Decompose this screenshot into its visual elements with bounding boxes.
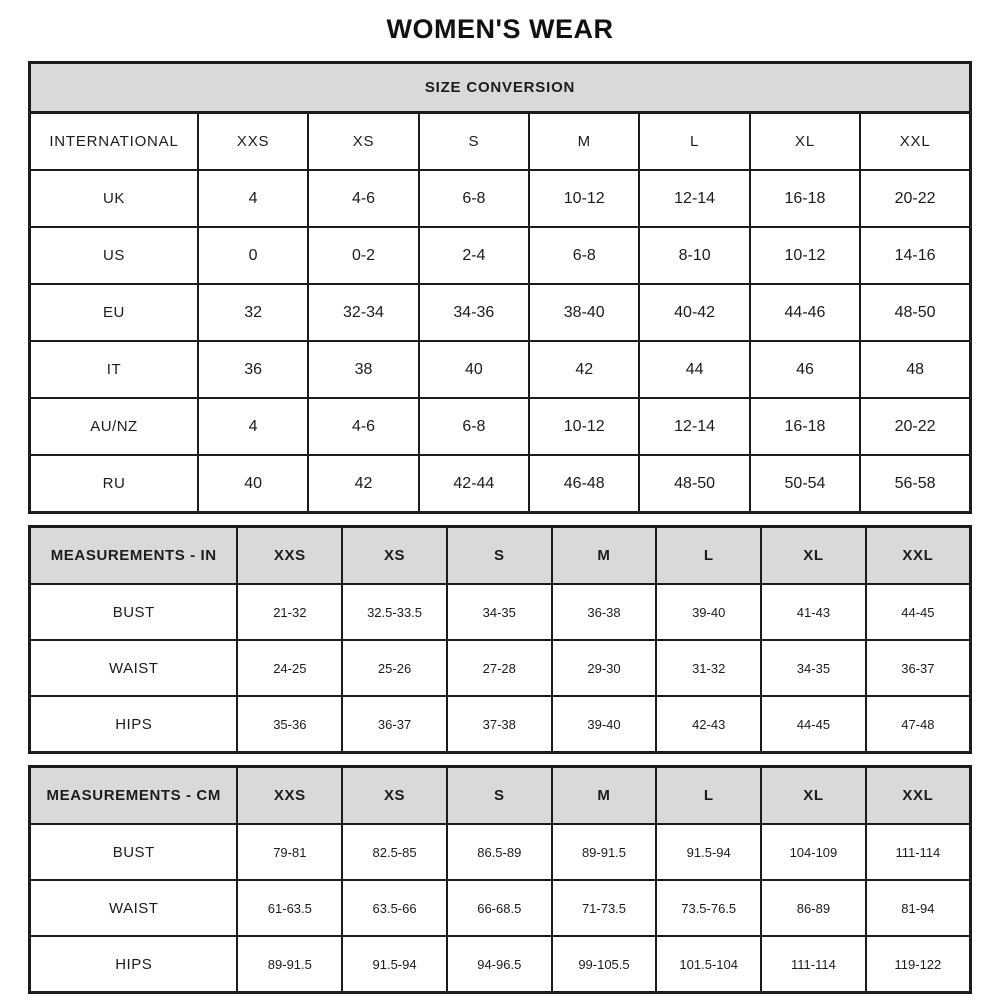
table-label-header: MEASUREMENTS - CM — [30, 767, 238, 825]
column-header: XXL — [866, 527, 971, 585]
table-cell: 82.5-85 — [342, 824, 447, 880]
table-cell: 35-36 — [237, 696, 342, 753]
table-cell: 42-44 — [419, 455, 529, 513]
table-cell: 32 — [198, 284, 308, 341]
row-label: IT — [30, 341, 198, 398]
table-cell: 36-38 — [552, 584, 657, 640]
table-cell: 99-105.5 — [552, 936, 657, 993]
table-cell: 73.5-76.5 — [656, 880, 761, 936]
table-cell: 89-91.5 — [552, 824, 657, 880]
column-header: M — [529, 113, 639, 171]
table-cell: 111-114 — [866, 824, 971, 880]
row-label: UK — [30, 170, 198, 227]
table-cell: 31-32 — [656, 640, 761, 696]
table-cell: 34-35 — [447, 584, 552, 640]
table-cell: 40 — [419, 341, 529, 398]
table-cell: 66-68.5 — [447, 880, 552, 936]
row-label: EU — [30, 284, 198, 341]
table-cell: 10-12 — [529, 170, 639, 227]
table-cell: 0 — [198, 227, 308, 284]
table-cell: 16-18 — [750, 398, 860, 455]
row-label: RU — [30, 455, 198, 513]
table-cell: 42 — [529, 341, 639, 398]
table-cell: 32.5-33.5 — [342, 584, 447, 640]
table-cell: 44-46 — [750, 284, 860, 341]
table-cell: 48 — [860, 341, 970, 398]
column-header: XL — [761, 527, 866, 585]
table-cell: 16-18 — [750, 170, 860, 227]
table-cell: 104-109 — [761, 824, 866, 880]
table-cell: 44-45 — [761, 696, 866, 753]
table-cell: 42-43 — [656, 696, 761, 753]
table-label-header: INTERNATIONAL — [30, 113, 198, 171]
table-cell: 4 — [198, 398, 308, 455]
column-header: L — [639, 113, 749, 171]
table-cell: 56-58 — [860, 455, 970, 513]
table-cell: 2-4 — [419, 227, 529, 284]
table-cell: 86-89 — [761, 880, 866, 936]
table-cell: 6-8 — [529, 227, 639, 284]
table-cell: 6-8 — [419, 398, 529, 455]
column-header: S — [447, 767, 552, 825]
table-cell: 39-40 — [656, 584, 761, 640]
table-cell: 40 — [198, 455, 308, 513]
column-header: S — [447, 527, 552, 585]
table-cell: 46 — [750, 341, 860, 398]
table-cell: 46-48 — [529, 455, 639, 513]
table-cell: 6-8 — [419, 170, 529, 227]
table-cell: 48-50 — [639, 455, 749, 513]
table-cell: 63.5-66 — [342, 880, 447, 936]
table-cell: 89-91.5 — [237, 936, 342, 993]
table-cell: 12-14 — [639, 398, 749, 455]
row-label: BUST — [30, 584, 238, 640]
table-cell: 86.5-89 — [447, 824, 552, 880]
table-cell: 20-22 — [860, 170, 970, 227]
column-header: XS — [308, 113, 418, 171]
column-header: L — [656, 527, 761, 585]
table-cell: 0-2 — [308, 227, 418, 284]
table-cell: 29-30 — [552, 640, 657, 696]
table-cell: 79-81 — [237, 824, 342, 880]
table-cell: 42 — [308, 455, 418, 513]
table-cell: 12-14 — [639, 170, 749, 227]
table-label-header: MEASUREMENTS - IN — [30, 527, 238, 585]
row-label: WAIST — [30, 640, 238, 696]
table-cell: 39-40 — [552, 696, 657, 753]
table-cell: 10-12 — [750, 227, 860, 284]
page-title: WOMEN'S WEAR — [386, 14, 614, 44]
table-cell: 40-42 — [639, 284, 749, 341]
table-cell: 101.5-104 — [656, 936, 761, 993]
measurements-cm-table — [28, 765, 972, 994]
table-cell: 4-6 — [308, 170, 418, 227]
column-header: XS — [342, 767, 447, 825]
column-header: S — [419, 113, 529, 171]
column-header: M — [552, 527, 657, 585]
table-cell: 48-50 — [860, 284, 970, 341]
table-cell: 34-35 — [761, 640, 866, 696]
table-cell: 44 — [639, 341, 749, 398]
table-cell: 111-114 — [761, 936, 866, 993]
table-cell: 119-122 — [866, 936, 971, 993]
column-header: XXS — [198, 113, 308, 171]
table-cell: 21-32 — [237, 584, 342, 640]
table-cell: 94-96.5 — [447, 936, 552, 993]
table-cell: 20-22 — [860, 398, 970, 455]
table-cell: 44-45 — [866, 584, 971, 640]
table-cell: 34-36 — [419, 284, 529, 341]
row-label: HIPS — [30, 696, 238, 753]
table-cell: 36-37 — [342, 696, 447, 753]
table-cell: 71-73.5 — [552, 880, 657, 936]
table-cell: 25-26 — [342, 640, 447, 696]
column-header: XS — [342, 527, 447, 585]
row-label: AU/NZ — [30, 398, 198, 455]
column-header: XXL — [860, 113, 970, 171]
column-header: XXS — [237, 767, 342, 825]
table-cell: 37-38 — [447, 696, 552, 753]
table-cell: 61-63.5 — [237, 880, 342, 936]
column-header: XXS — [237, 527, 342, 585]
table-cell: 91.5-94 — [656, 824, 761, 880]
table-cell: 38 — [308, 341, 418, 398]
column-header: XXL — [866, 767, 971, 825]
table-cell: 14-16 — [860, 227, 970, 284]
table-cell: 8-10 — [639, 227, 749, 284]
row-label: HIPS — [30, 936, 238, 993]
size-conversion-table — [28, 61, 972, 514]
table-cell: 50-54 — [750, 455, 860, 513]
table-cell: 4 — [198, 170, 308, 227]
table-cell: 24-25 — [237, 640, 342, 696]
table-cell: 10-12 — [529, 398, 639, 455]
table-cell: 36 — [198, 341, 308, 398]
row-label: US — [30, 227, 198, 284]
table-cell: 36-37 — [866, 640, 971, 696]
table-cell: 4-6 — [308, 398, 418, 455]
table-title: SIZE CONVERSION — [30, 63, 971, 113]
column-header: XL — [761, 767, 866, 825]
table-cell: 27-28 — [447, 640, 552, 696]
table-cell: 32-34 — [308, 284, 418, 341]
measurements-in-table — [28, 525, 972, 754]
column-header: XL — [750, 113, 860, 171]
table-cell: 47-48 — [866, 696, 971, 753]
table-cell: 38-40 — [529, 284, 639, 341]
table-cell: 91.5-94 — [342, 936, 447, 993]
column-header: M — [552, 767, 657, 825]
row-label: WAIST — [30, 880, 238, 936]
table-cell: 41-43 — [761, 584, 866, 640]
column-header: L — [656, 767, 761, 825]
table-cell: 81-94 — [866, 880, 971, 936]
row-label: BUST — [30, 824, 238, 880]
